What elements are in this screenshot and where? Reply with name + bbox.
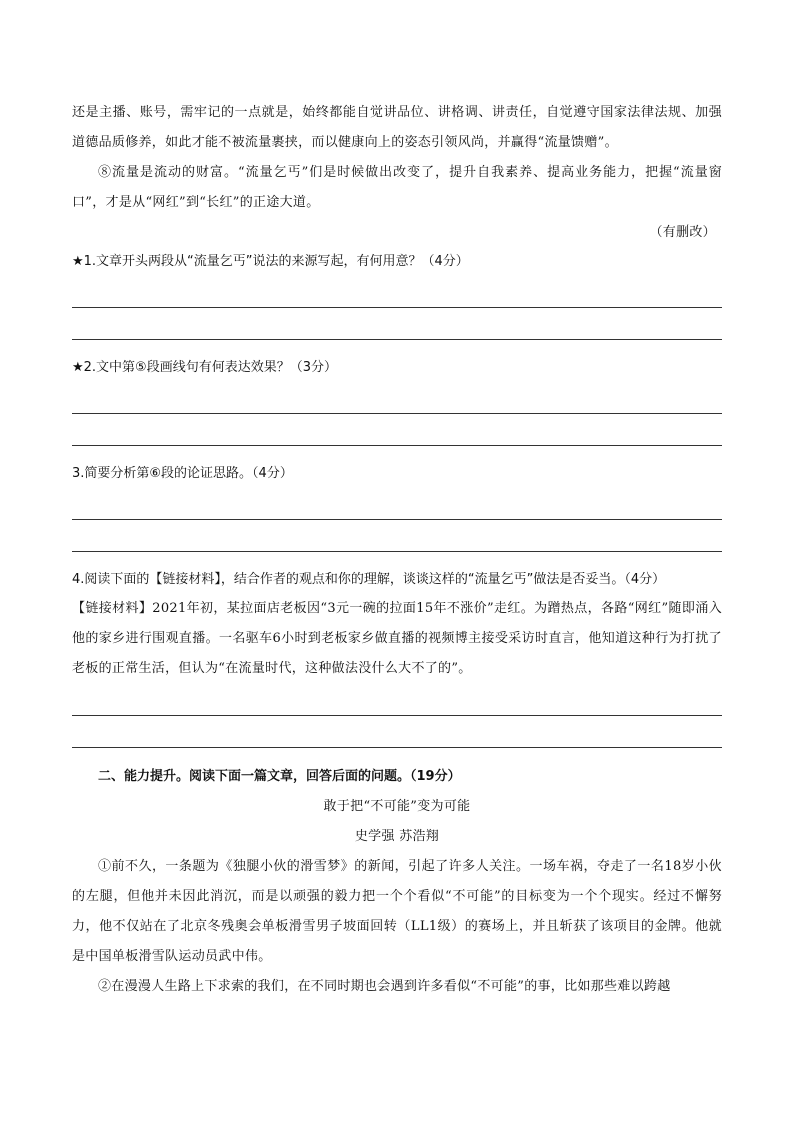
answer-line[interactable]: [72, 488, 722, 520]
question-text: ★1.文章开头两段从“流量乞丐”说法的来源写起，有何用意？（4分）: [72, 254, 469, 269]
question-3: [72, 460, 722, 552]
answer-line[interactable]: [72, 684, 722, 716]
question-text: ★2.文中第⑤段画线句有何表达效果？（3分）: [72, 360, 337, 375]
article-title: 敢于把“不可能”变为可能: [323, 799, 471, 814]
question-2: [72, 354, 722, 446]
answer-line[interactable]: [72, 414, 722, 446]
passage-para7-tail: 还是主播、账号，需牢记的一点就是，始终都能自觉讲品位、讲格调、讲责任，自觉遵守国家法律法规、加强道德品质修养，如此才能不被流量裹挟，而以健康向上的姿态引领风尚，并赢得“流量馈赠”。: [72, 105, 722, 150]
answer-line[interactable]: [72, 716, 722, 748]
article-author: 史学强 苏浩翔: [354, 829, 440, 844]
article-para1: ①前不久，一条题为《独腿小伙的滑雪梦》的新闻，引起了许多人关注。一场车祸，夺走了一名18岁小伙的左腿，但他并未因此消沉，而是以顽强的毅力把一个个看似“不可能”的目标变为一个个现实。经过不懈努力，他不仅站在了北京冬残奥会单板滑雪男子坡面回转（LL1级）的赛场上，并且斩获了该项目的金牌。他就是中国单板滑雪队运动员武中伟。: [72, 859, 722, 964]
question-1: [72, 248, 722, 340]
answer-line[interactable]: [72, 308, 722, 340]
exam-page: [72, 0, 722, 1002]
link-material: 【链接材料】2021年初，某拉面店老板因“3元一碗的拉面15年不涨价”走红。为蹭热点，各路“网红”随即涌入他的家乡进行围观直播。一名驱车6小时到老板家乡做直播的视频博主接受采访时直言，他知道这种行为打扰了老板的正常生活，但认为“在流量时代，这种做法没什么大不了的”。: [72, 601, 722, 676]
answer-line[interactable]: [72, 520, 722, 552]
question-4: [72, 566, 722, 748]
answer-line[interactable]: [72, 276, 722, 308]
question-text: 4.阅读下面的【链接材料】，结合作者的观点和你的理解，谈谈这样的“流量乞丐”做法是否妥当。（4分）: [72, 572, 666, 587]
passage-para8: ⑧流量是流动的财富。“流量乞丐”们是时候做出改变了，提升自我素养、提高业务能力，把握“流量窗口”，才是从“网红”到“长红”的正途大道。: [72, 165, 722, 210]
section-2: [72, 762, 722, 1002]
answer-line[interactable]: [72, 382, 722, 414]
section-title: 二、能力提升。阅读下面一篇文章，回答后面的问题。（19分）: [98, 769, 461, 784]
article-para2: ②在漫漫人生路上下求索的我们，在不同时期也会遇到许多看似“不可能”的事，比如那些难以跨越: [98, 979, 671, 994]
question-text: 3.简要分析第⑥段的论证思路。（4分）: [72, 466, 293, 481]
source-note: （有删改）: [649, 225, 716, 240]
